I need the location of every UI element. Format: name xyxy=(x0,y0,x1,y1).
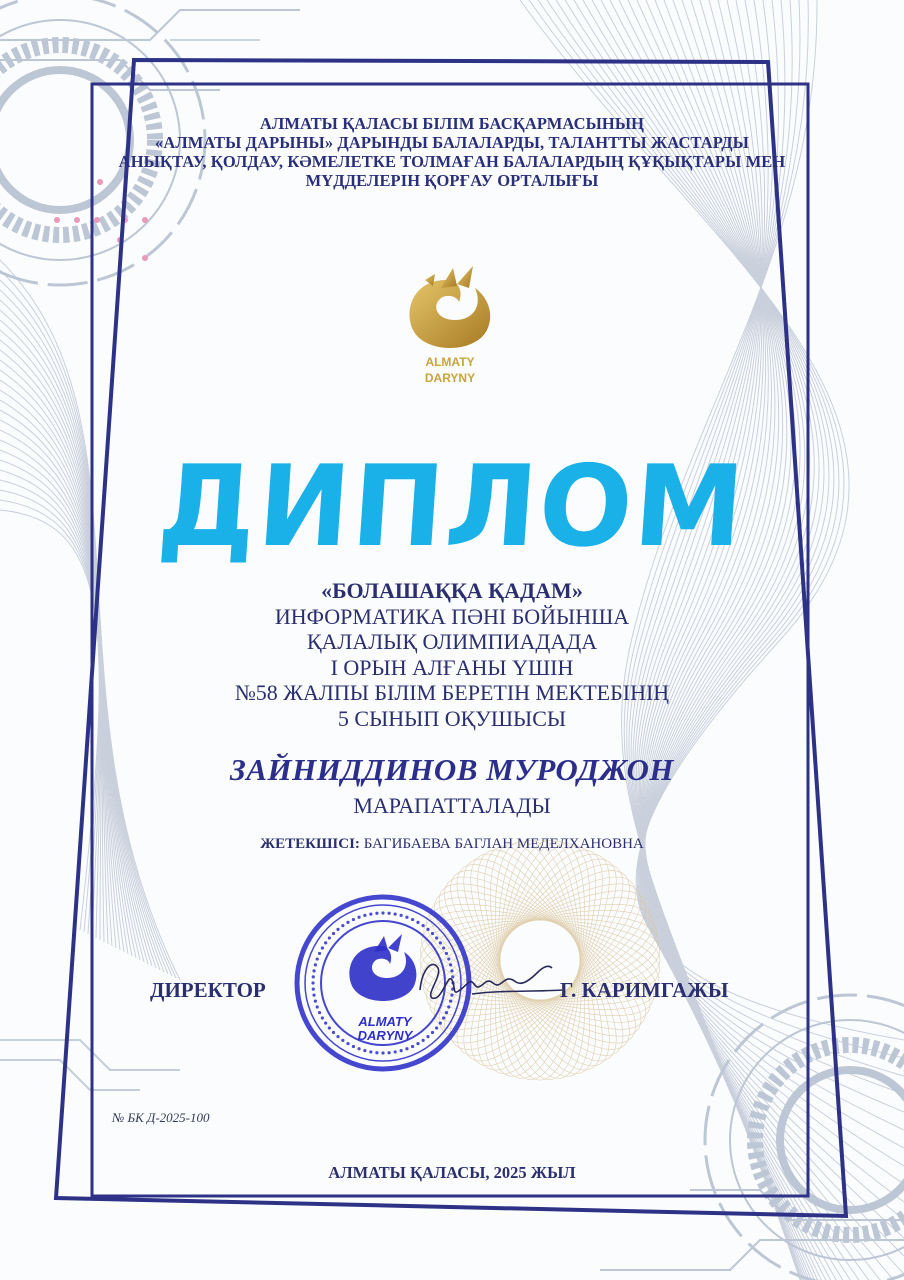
director-label: ДИРЕКТОР xyxy=(150,978,266,1002)
stamp-ring-dot xyxy=(394,912,397,915)
stamp-ring-dot xyxy=(422,924,425,927)
stamp-text-line-1: ALMATY xyxy=(358,1014,412,1029)
organization-header xyxy=(0,114,904,190)
stamp-ring-dot xyxy=(352,918,355,921)
stamp-ring-dot xyxy=(357,1047,360,1050)
stamp-ring-dot xyxy=(318,952,321,955)
stamp-ring-dot xyxy=(341,1039,344,1042)
stamp-ring-dot xyxy=(405,1047,408,1050)
stamp-ring-dot xyxy=(316,1005,319,1008)
stamp-text-line-2: DARYNY xyxy=(357,1028,413,1043)
stamp-ring-dot xyxy=(328,936,331,939)
stamp-ring-dot xyxy=(416,921,419,924)
footer-city-year: АЛМАТЫ ҚАЛАСЫ, 2025 ЖЫЛ xyxy=(328,1163,576,1182)
grade-line: 5 СЫНЫП ОҚУШЫСЫ xyxy=(337,705,567,731)
director-name: Г. КАРИМГАЖЫ xyxy=(560,978,729,1002)
awarded-text: МАРАПАТТАЛАДЫ xyxy=(353,793,551,818)
supervisor-label: ЖЕТЕКШІСІ: xyxy=(260,836,360,852)
stamp-ring-dot xyxy=(336,1035,339,1038)
stamp-ring-dot xyxy=(375,1051,378,1054)
stamp-ring-dot xyxy=(435,1026,438,1029)
stamp-ring-dot xyxy=(422,1039,425,1042)
header-line-1: АЛМАТЫ ҚАЛАСЫ БІЛІМ БАСҚАРМАСЫНЫҢ xyxy=(259,114,645,133)
diploma-title: ДИПЛОМ xyxy=(154,442,750,572)
stamp-ring-dot xyxy=(369,1050,372,1053)
stamp-ring-dot xyxy=(314,963,317,966)
stamp-ring-dot xyxy=(442,1016,445,1019)
supervisor-name: БАГИБАЕВА БАГЛАН МЕДЕЛХАНОВНА xyxy=(363,836,644,852)
stamp-ring-dot xyxy=(405,916,408,919)
stamp-ring-dot xyxy=(357,916,360,919)
stamp-ring-dot xyxy=(426,928,429,931)
subject-line: ИНФОРМАТИКА ПӘНІ БОЙЫНША xyxy=(274,603,630,629)
logo-text-line-2: DARYNY xyxy=(424,371,476,385)
olympiad-name: «БОЛАШАҚҚА ҚАДАМ» xyxy=(321,578,583,603)
document-number: № БК Д-2025-100 xyxy=(112,1110,210,1125)
stamp-ring-dot xyxy=(411,1045,414,1048)
stamp-ring-dot xyxy=(352,1045,355,1048)
level-line: ҚАЛАЛЫҚ ОЛИМПИАДАДА xyxy=(306,629,598,654)
stamp-ring-dot xyxy=(336,928,339,931)
stamp-ring-dot xyxy=(439,1022,442,1025)
stamp-ring-dot xyxy=(314,1000,317,1003)
stamp-ring-dot xyxy=(363,1049,366,1052)
stamp-ring-dot xyxy=(324,941,327,944)
stamp-ring-dot xyxy=(332,1031,335,1034)
place-line: І ОРЫН АЛҒАНЫ ҮШІН xyxy=(330,654,574,680)
stamp-ring-dot xyxy=(328,1026,331,1029)
almaty-daryny-logo xyxy=(395,258,505,388)
recipient-name: ЗАЙНИДДИНОВ МУРОДЖОН xyxy=(230,752,674,787)
stamp-ring-dot xyxy=(311,981,314,984)
stamp-ring-dot xyxy=(439,941,442,944)
stamp-ring-dot xyxy=(318,1011,321,1014)
header-line-4: МҮДДЕЛЕРІН ҚОРҒАУ ОРТАЛЫҒЫ xyxy=(305,171,599,190)
stamp-ring-dot xyxy=(312,994,315,997)
stamp-ring-dot xyxy=(369,912,372,915)
stamp-ring-dot xyxy=(394,1050,397,1053)
stamp-ring-dot xyxy=(445,1011,448,1014)
stamp-ring-dot xyxy=(388,912,391,915)
stamp-ring-dot xyxy=(400,914,403,917)
stamp-ring-dot xyxy=(363,914,366,917)
stamp-ring-dot xyxy=(375,912,378,915)
stamp-ring-dot xyxy=(341,924,344,927)
stamp-ring-dot xyxy=(388,1051,391,1054)
school-line: №58 ЖАЛПЫ БІЛІМ БЕРЕТІН МЕКТЕБІНІҢ xyxy=(234,680,670,705)
stamp-ring-dot xyxy=(435,936,438,939)
stamp-ring-dot xyxy=(400,1049,403,1052)
stamp-ring-dot xyxy=(312,988,315,991)
stamp-ring-dot xyxy=(321,946,324,949)
stamp-ring-dot xyxy=(312,975,315,978)
award-description xyxy=(0,578,904,731)
stamp-ring-dot xyxy=(431,932,434,935)
stamp-ring-dot xyxy=(411,918,414,921)
logo-text-line-1: ALMATY xyxy=(425,355,475,369)
stamp-ring-dot xyxy=(312,969,315,972)
stamp-ring-dot xyxy=(324,1022,327,1025)
stamp-ring-dot xyxy=(346,1042,349,1045)
stamp-ring-dot xyxy=(381,911,384,914)
header-line-2: «АЛМАТЫ ДАРЫНЫ» ДАРЫНДЫ БАЛАЛАРДЫ, ТАЛАНТТЫ ЖАСТАРДЫ xyxy=(155,133,749,152)
stamp-ring-dot xyxy=(431,1031,434,1034)
stamp-ring-dot xyxy=(321,1016,324,1019)
supervisor-line xyxy=(0,836,904,853)
stamp-ring-dot xyxy=(416,1042,419,1045)
header-line-3: АНЫҚТАУ, ҚОЛДАУ, КӘМЕЛЕТКЕ ТОЛМАҒАН БАЛАЛАРДЫҢ ҚҰҚЫҚТАРЫ МЕН xyxy=(118,152,786,171)
stamp-ring-dot xyxy=(316,957,319,960)
stamp-ring-dot xyxy=(346,921,349,924)
stamp-ring-dot xyxy=(426,1035,429,1038)
director-signature xyxy=(412,950,572,1010)
stamp-ring-dot xyxy=(381,1051,384,1054)
stamp-ring-dot xyxy=(332,932,335,935)
